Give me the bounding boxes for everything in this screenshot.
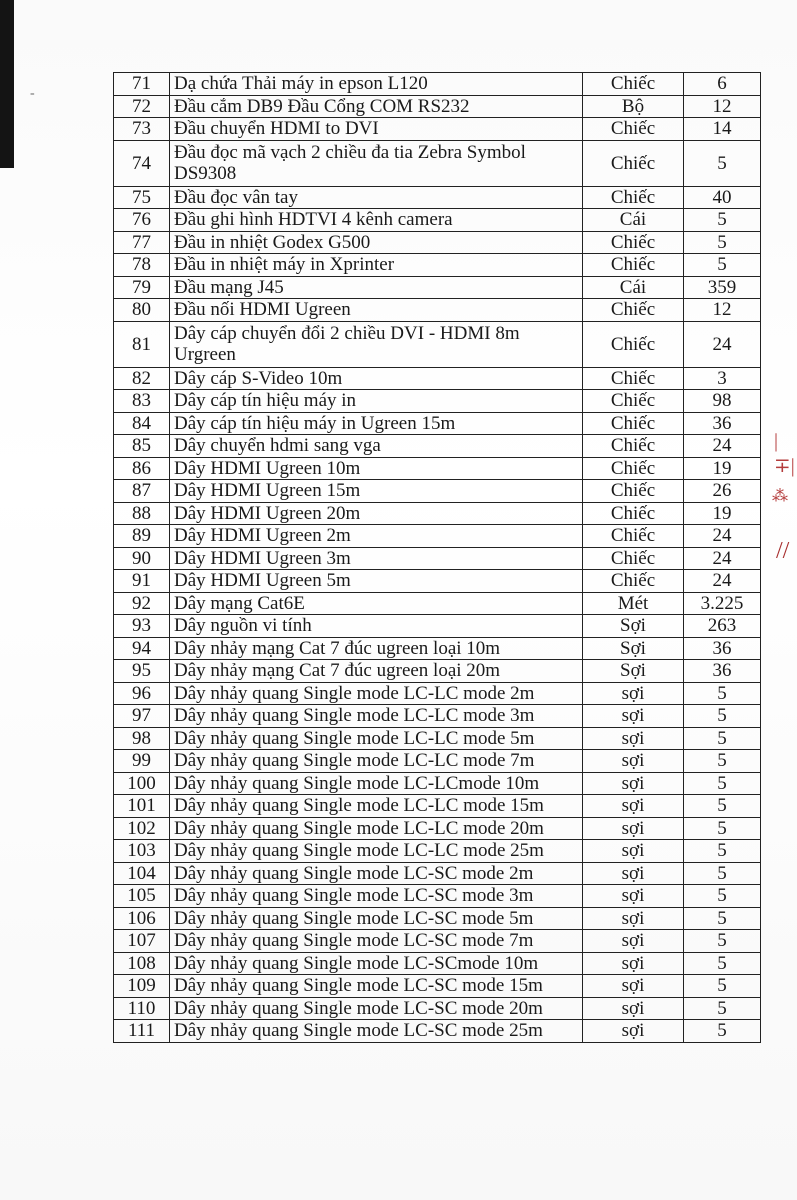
row-number-cell: 94 — [114, 637, 170, 660]
row-number-cell: 73 — [114, 118, 170, 141]
unit-cell: Chiếc — [583, 118, 684, 141]
quantity-cell: 5 — [684, 817, 761, 840]
unit-cell: Chiếc — [583, 435, 684, 458]
quantity-cell: 19 — [684, 457, 761, 480]
quantity-cell: 5 — [684, 750, 761, 773]
table-row — [114, 231, 761, 254]
item-name-cell: Đầu ghi hình HDTVI 4 kênh camera — [170, 209, 583, 232]
row-number-cell: 84 — [114, 412, 170, 435]
unit-cell: sợi — [583, 975, 684, 998]
quantity-cell: 36 — [684, 660, 761, 683]
unit-cell: sợi — [583, 997, 684, 1020]
quantity-cell: 5 — [684, 1020, 761, 1043]
table-row — [114, 1020, 761, 1043]
unit-cell: sợi — [583, 862, 684, 885]
unit-cell: sợi — [583, 840, 684, 863]
item-name-cell: Dây HDMI Ugreen 2m — [170, 525, 583, 548]
row-number-cell: 97 — [114, 705, 170, 728]
table-row — [114, 276, 761, 299]
quantity-cell: 5 — [684, 209, 761, 232]
unit-cell: Cái — [583, 276, 684, 299]
table-row — [114, 907, 761, 930]
quantity-cell: 24 — [684, 435, 761, 458]
unit-cell: sợi — [583, 795, 684, 818]
quantity-cell: 3.225 — [684, 592, 761, 615]
quantity-cell: 24 — [684, 321, 761, 367]
quantity-cell: 14 — [684, 118, 761, 141]
quantity-cell: 5 — [684, 254, 761, 277]
table-row — [114, 975, 761, 998]
unit-cell: Chiếc — [583, 457, 684, 480]
item-name-cell: Dây chuyển hdmi sang vga — [170, 435, 583, 458]
unit-cell: sợi — [583, 727, 684, 750]
unit-cell: Chiếc — [583, 367, 684, 390]
row-number-cell: 74 — [114, 140, 170, 186]
item-name-cell: Dây nhảy quang Single mode LC-LC mode 15m — [170, 795, 583, 818]
unit-cell: Chiếc — [583, 502, 684, 525]
table-row — [114, 615, 761, 638]
item-name-cell: Dây nhảy quang Single mode LC-LC mode 5m — [170, 727, 583, 750]
table-row — [114, 705, 761, 728]
unit-cell: Sợi — [583, 615, 684, 638]
row-number-cell: 75 — [114, 186, 170, 209]
item-name-cell: Đầu in nhiệt Godex G500 — [170, 231, 583, 254]
row-number-cell: 93 — [114, 615, 170, 638]
unit-cell: Chiếc — [583, 525, 684, 548]
quantity-cell: 36 — [684, 637, 761, 660]
item-name-cell: Dây nhảy quang Single mode LC-SCmode 10m — [170, 952, 583, 975]
item-name-cell: Dây nhảy quang Single mode LC-SC mode 3m — [170, 885, 583, 908]
red-stamp-marks — [770, 430, 794, 590]
item-name-cell: Dây HDMI Ugreen 5m — [170, 570, 583, 593]
item-name-cell: Đầu nối HDMI Ugreen — [170, 299, 583, 322]
item-name-cell: Dây nhảy quang Single mode LC-SC mode 7m — [170, 930, 583, 953]
item-name-cell: Dây cáp tín hiệu máy in Ugreen 15m — [170, 412, 583, 435]
unit-cell: Bộ — [583, 95, 684, 118]
row-number-cell: 106 — [114, 907, 170, 930]
table-row — [114, 592, 761, 615]
row-number-cell: 87 — [114, 480, 170, 503]
quantity-cell: 5 — [684, 772, 761, 795]
table-row — [114, 367, 761, 390]
row-number-cell: 103 — [114, 840, 170, 863]
quantity-cell: 5 — [684, 907, 761, 930]
unit-cell: sợi — [583, 885, 684, 908]
table-row — [114, 660, 761, 683]
row-number-cell: 104 — [114, 862, 170, 885]
row-number-cell: 105 — [114, 885, 170, 908]
table-row — [114, 480, 761, 503]
item-name-cell: Dây mạng Cat6E — [170, 592, 583, 615]
margin-mark: - — [30, 86, 35, 101]
item-name-cell: Dây cáp tín hiệu máy in — [170, 390, 583, 413]
item-name-cell: Dây nhảy mạng Cat 7 đúc ugreen loại 20m — [170, 660, 583, 683]
table-row — [114, 186, 761, 209]
table-row — [114, 862, 761, 885]
unit-cell: Chiếc — [583, 140, 684, 186]
row-number-cell: 89 — [114, 525, 170, 548]
item-name-cell: Dây nhảy quang Single mode LC-SC mode 2m — [170, 862, 583, 885]
row-number-cell: 72 — [114, 95, 170, 118]
row-number-cell: 78 — [114, 254, 170, 277]
table-row — [114, 952, 761, 975]
scan-edge-shadow — [0, 0, 14, 168]
unit-cell: Mét — [583, 592, 684, 615]
unit-cell: Chiếc — [583, 570, 684, 593]
quantity-cell: 19 — [684, 502, 761, 525]
quantity-cell: 24 — [684, 525, 761, 548]
item-name-cell: Đầu mạng J45 — [170, 276, 583, 299]
row-number-cell: 86 — [114, 457, 170, 480]
table-row — [114, 390, 761, 413]
row-number-cell: 111 — [114, 1020, 170, 1043]
inventory-table — [113, 72, 761, 1043]
row-number-cell: 88 — [114, 502, 170, 525]
item-name-cell: Dây nhảy quang Single mode LC-LC mode 7m — [170, 750, 583, 773]
unit-cell: sợi — [583, 817, 684, 840]
row-number-cell: 80 — [114, 299, 170, 322]
table-row — [114, 817, 761, 840]
table-row — [114, 502, 761, 525]
unit-cell: sợi — [583, 705, 684, 728]
table-row — [114, 750, 761, 773]
table-row — [114, 772, 761, 795]
table-row — [114, 885, 761, 908]
row-number-cell: 96 — [114, 682, 170, 705]
item-name-cell: Dây nhảy quang Single mode LC-LC mode 25m — [170, 840, 583, 863]
unit-cell: Chiếc — [583, 231, 684, 254]
row-number-cell: 99 — [114, 750, 170, 773]
quantity-cell: 5 — [684, 705, 761, 728]
unit-cell: Chiếc — [583, 254, 684, 277]
quantity-cell: 5 — [684, 952, 761, 975]
table-row — [114, 997, 761, 1020]
item-name-cell: Đầu cắm DB9 Đầu Cổng COM RS232 — [170, 95, 583, 118]
table-row — [114, 795, 761, 818]
table-row — [114, 254, 761, 277]
quantity-cell: 263 — [684, 615, 761, 638]
unit-cell: Sợi — [583, 637, 684, 660]
row-number-cell: 92 — [114, 592, 170, 615]
quantity-cell: 5 — [684, 231, 761, 254]
item-name-cell: Dây HDMI Ugreen 3m — [170, 547, 583, 570]
quantity-cell: 6 — [684, 73, 761, 96]
quantity-cell: 24 — [684, 570, 761, 593]
table-row — [114, 73, 761, 96]
table-row — [114, 547, 761, 570]
item-name-cell: Dây cáp S-Video 10m — [170, 367, 583, 390]
table-row — [114, 682, 761, 705]
quantity-cell: 5 — [684, 727, 761, 750]
table-row — [114, 525, 761, 548]
unit-cell: sợi — [583, 1020, 684, 1043]
unit-cell: sợi — [583, 772, 684, 795]
table-row — [114, 412, 761, 435]
row-number-cell: 110 — [114, 997, 170, 1020]
row-number-cell: 91 — [114, 570, 170, 593]
table-row — [114, 95, 761, 118]
unit-cell: sợi — [583, 952, 684, 975]
unit-cell: sợi — [583, 907, 684, 930]
row-number-cell: 71 — [114, 73, 170, 96]
unit-cell: Chiếc — [583, 186, 684, 209]
row-number-cell: 100 — [114, 772, 170, 795]
unit-cell: Chiếc — [583, 480, 684, 503]
quantity-cell: 5 — [684, 885, 761, 908]
item-name-cell: Dây nhảy quang Single mode LC-LC mode 3m — [170, 705, 583, 728]
unit-cell: Chiếc — [583, 321, 684, 367]
quantity-cell: 3 — [684, 367, 761, 390]
row-number-cell: 76 — [114, 209, 170, 232]
item-name-cell: Dây nhảy quang Single mode LC-SC mode 5m — [170, 907, 583, 930]
quantity-cell: 5 — [684, 997, 761, 1020]
quantity-cell: 5 — [684, 140, 761, 186]
unit-cell: sợi — [583, 750, 684, 773]
item-name-cell: Đầu đọc vân tay — [170, 186, 583, 209]
stamp-mark-middle: ⁂ — [772, 488, 788, 505]
table-row — [114, 140, 761, 186]
item-name-cell: Dây HDMI Ugreen 20m — [170, 502, 583, 525]
item-name-cell: Dây nhảy quang Single mode LC-LC mode 2m — [170, 682, 583, 705]
item-name-cell: Dây nhảy quang Single mode LC-SC mode 15m — [170, 975, 583, 998]
row-number-cell: 83 — [114, 390, 170, 413]
row-number-cell: 90 — [114, 547, 170, 570]
row-number-cell: 102 — [114, 817, 170, 840]
table-row — [114, 457, 761, 480]
item-name-cell: Dây nhảy quang Single mode LC-LC mode 20m — [170, 817, 583, 840]
quantity-cell: 24 — [684, 547, 761, 570]
item-name-cell: Dây nhảy quang Single mode LC-LCmode 10m — [170, 772, 583, 795]
row-number-cell: 79 — [114, 276, 170, 299]
item-name-cell: Dây nhảy quang Single mode LC-SC mode 20m — [170, 997, 583, 1020]
item-name-cell: Đầu đọc mã vạch 2 chiều đa tia Zebra Symbol DS9308 — [170, 140, 583, 186]
unit-cell: Chiếc — [583, 73, 684, 96]
quantity-cell: 36 — [684, 412, 761, 435]
table-row — [114, 209, 761, 232]
item-name-cell: Dây HDMI Ugreen 15m — [170, 480, 583, 503]
quantity-cell: 5 — [684, 840, 761, 863]
row-number-cell: 82 — [114, 367, 170, 390]
table-row — [114, 727, 761, 750]
unit-cell: sợi — [583, 930, 684, 953]
quantity-cell: 40 — [684, 186, 761, 209]
quantity-cell: 26 — [684, 480, 761, 503]
unit-cell: sợi — [583, 682, 684, 705]
quantity-cell: 12 — [684, 299, 761, 322]
item-name-cell: Dây nhảy quang Single mode LC-SC mode 25m — [170, 1020, 583, 1043]
row-number-cell: 77 — [114, 231, 170, 254]
row-number-cell: 98 — [114, 727, 170, 750]
quantity-cell: 12 — [684, 95, 761, 118]
unit-cell: Sợi — [583, 660, 684, 683]
table-row — [114, 637, 761, 660]
table-row — [114, 118, 761, 141]
table-row — [114, 930, 761, 953]
row-number-cell: 108 — [114, 952, 170, 975]
quantity-cell: 5 — [684, 795, 761, 818]
unit-cell: Chiếc — [583, 412, 684, 435]
item-name-cell: Dây cáp chuyển đổi 2 chiều DVI - HDMI 8m Urgreen — [170, 321, 583, 367]
quantity-cell: 359 — [684, 276, 761, 299]
row-number-cell: 95 — [114, 660, 170, 683]
row-number-cell: 107 — [114, 930, 170, 953]
row-number-cell: 81 — [114, 321, 170, 367]
item-name-cell: Dây HDMI Ugreen 10m — [170, 457, 583, 480]
stamp-mark-top: |∓| — [774, 430, 795, 477]
table-row — [114, 299, 761, 322]
quantity-cell: 5 — [684, 975, 761, 998]
row-number-cell: 101 — [114, 795, 170, 818]
row-number-cell: 85 — [114, 435, 170, 458]
quantity-cell: 5 — [684, 930, 761, 953]
table-row — [114, 570, 761, 593]
item-name-cell: Dây nhảy mạng Cat 7 đúc ugreen loại 10m — [170, 637, 583, 660]
unit-cell: Cái — [583, 209, 684, 232]
table-row — [114, 435, 761, 458]
item-name-cell: Đầu in nhiệt máy in Xprinter — [170, 254, 583, 277]
unit-cell: Chiếc — [583, 299, 684, 322]
quantity-cell: 98 — [684, 390, 761, 413]
item-name-cell: Dạ chứa Thải máy in epson L120 — [170, 73, 583, 96]
inventory-table-body — [114, 73, 761, 1043]
table-row — [114, 321, 761, 367]
row-number-cell: 109 — [114, 975, 170, 998]
table-row — [114, 840, 761, 863]
unit-cell: Chiếc — [583, 547, 684, 570]
unit-cell: Chiếc — [583, 390, 684, 413]
quantity-cell: 5 — [684, 682, 761, 705]
quantity-cell: 5 — [684, 862, 761, 885]
item-name-cell: Dây nguồn vi tính — [170, 615, 583, 638]
stamp-mark-bottom: // — [776, 538, 790, 564]
item-name-cell: Đầu chuyển HDMI to DVI — [170, 118, 583, 141]
